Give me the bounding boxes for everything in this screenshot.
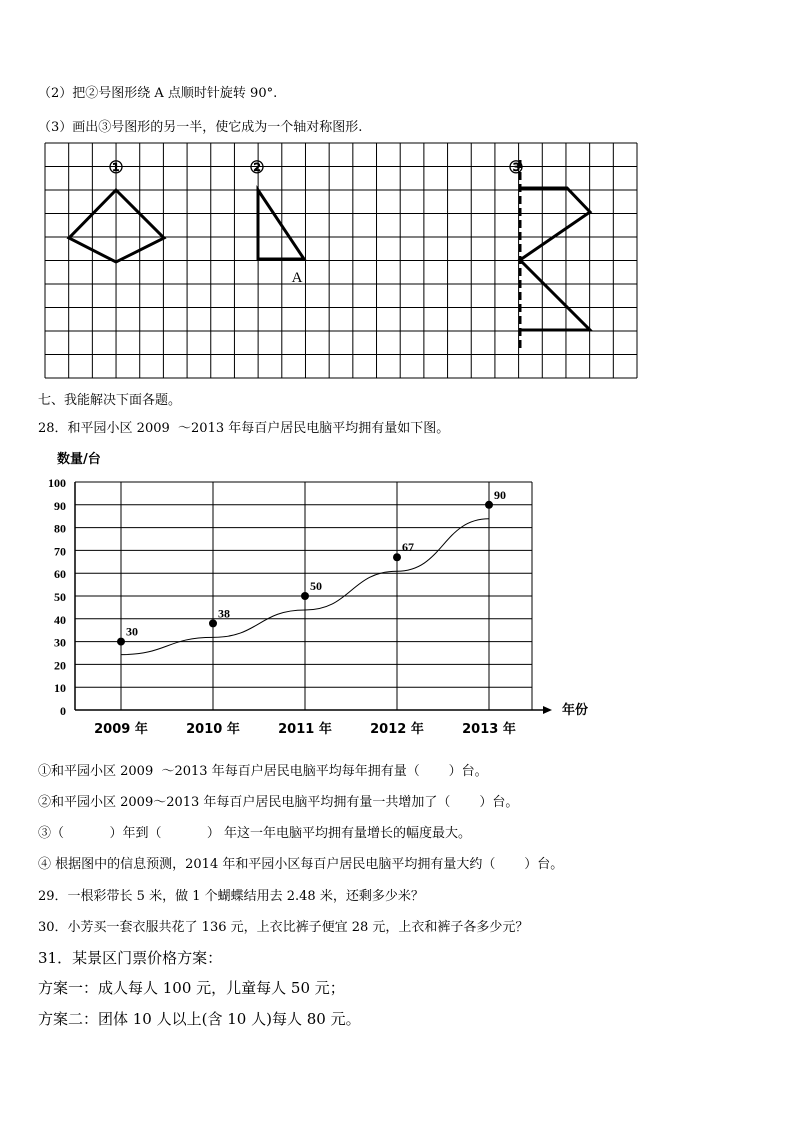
x-tick-label: 2012 年 — [370, 722, 424, 737]
data-point — [209, 619, 217, 627]
question-28-sub-4: ④ 根据图中的信息预测，2014 年和平园小区每百户居民电脑平均拥有量大约（ ）台。 — [38, 857, 564, 872]
data-label: 67 — [402, 540, 414, 555]
data-points — [117, 488, 506, 646]
question-31-plan-1: 方案一：成人每人 100 元，儿童每人 50 元； — [38, 979, 345, 997]
x-axis-title: 年份 — [562, 703, 589, 718]
y-tick-label: 80 — [54, 521, 66, 536]
y-tick-label: 20 — [54, 658, 66, 673]
question-28-sub-3: ③（ ）年到（ ） 年这一年电脑平均拥有量增长的幅度最大。 — [38, 826, 472, 841]
chart-axes — [75, 482, 552, 714]
x-tick-label: 2011 年 — [278, 722, 332, 737]
figure-2-label: ② — [249, 158, 265, 177]
y-tick-label: 50 — [54, 590, 66, 604]
question-part-2: （2）把②号图形绕 A 点顺时针旋转 90°. — [38, 86, 278, 101]
question-31-plan-2: 方案二：团体 10 人以上(含 10 人)每人 80 元。 — [38, 1010, 361, 1028]
question-31-title: 31．某景区门票价格方案： — [38, 949, 223, 967]
x-tick-label: 2010 年 — [186, 722, 240, 737]
figure-1-label: ① — [108, 158, 124, 177]
question-30: 30．小芳买一套衣服共花了 136 元，上衣比裤子便宜 28 元，上衣和裤子各多少元？ — [38, 920, 529, 935]
y-tick-label: 30 — [54, 635, 66, 650]
y-tick-label: 10 — [54, 681, 66, 696]
data-label: 50 — [310, 579, 322, 593]
question-28-sub-2: ②和平园小区 2009～2013 年每百户居民电脑平均拥有量一共增加了（ ）台。 — [38, 795, 519, 810]
x-tick-labels — [94, 721, 516, 737]
y-tick-label: 100 — [48, 476, 66, 490]
x-tick-label: 2009 年 — [94, 722, 148, 737]
x-axis-arrow — [543, 706, 552, 714]
y-tick-label: 70 — [54, 544, 66, 559]
section-7-title: 七、我能解决下面各题。 — [38, 393, 182, 408]
y-tick-label: 0 — [60, 704, 66, 718]
data-point — [393, 553, 401, 561]
y-tick-label: 90 — [54, 498, 66, 513]
y-tick-label: 60 — [54, 567, 66, 582]
y-tick-labels — [48, 476, 66, 718]
question-28-title: 28．和平园小区 2009 ～2013 年每百户居民电脑平均拥有量如下图。 — [38, 421, 450, 436]
x-tick-label: 2013 年 — [462, 722, 516, 737]
question-29: 29．一根彩带长 5 米，做 1 个蝴蝶结用去 2.48 米，还剩多少米？ — [38, 889, 424, 904]
data-point — [301, 592, 309, 600]
figure-3-label: ③ — [508, 158, 524, 177]
data-label: 30 — [126, 624, 138, 639]
data-point — [117, 638, 125, 646]
point-a-label: A — [291, 270, 303, 286]
y-axis-title: 数量/台 — [57, 452, 101, 467]
data-point — [485, 501, 493, 509]
data-label: 90 — [494, 487, 506, 502]
y-tick-label: 40 — [54, 612, 66, 627]
data-label: 38 — [218, 606, 230, 621]
question-part-3: （3）画出③号图形的另一半，使它成为一个轴对称图形. — [38, 120, 363, 135]
question-28-sub-1: ①和平园小区 2009 ～2013 年每百户居民电脑平均每年拥有量（ ）台。 — [38, 764, 488, 779]
